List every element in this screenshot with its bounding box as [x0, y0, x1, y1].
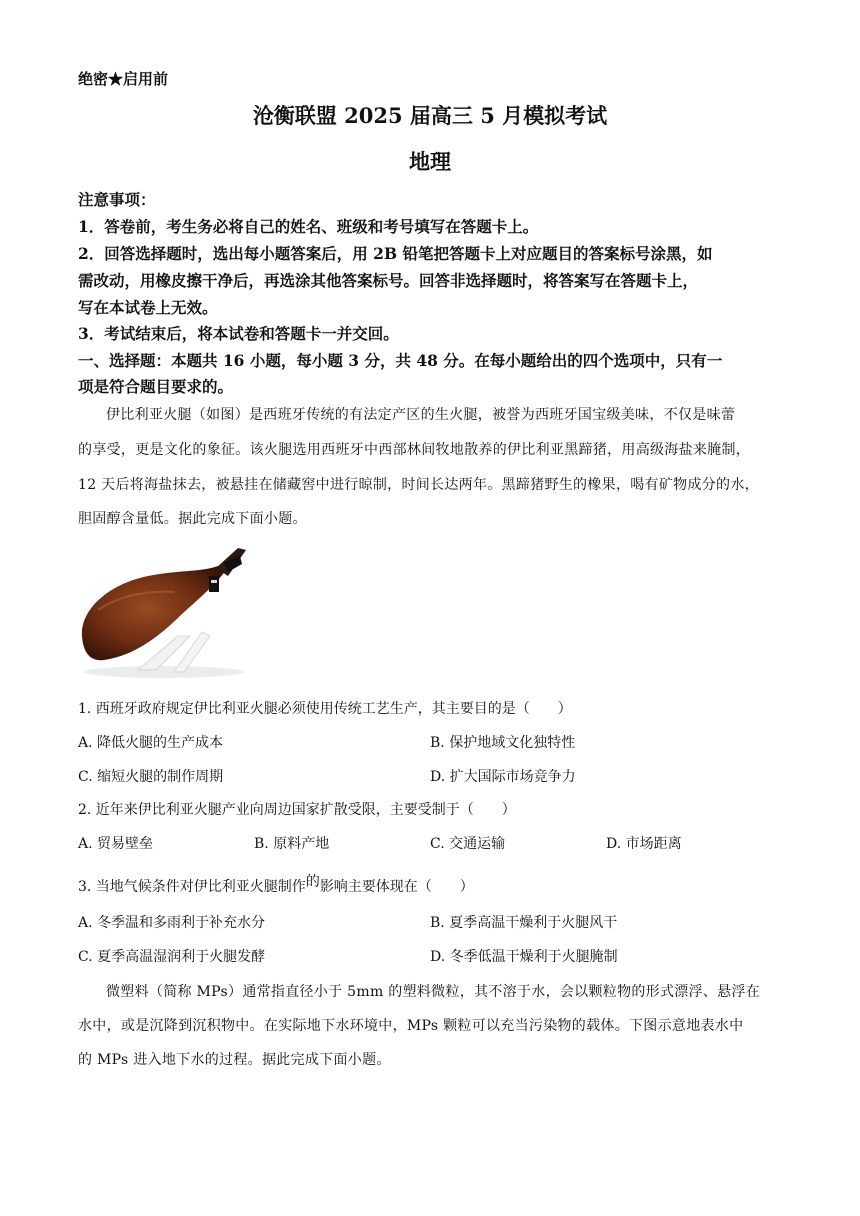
question-stem: 1. 西班牙政府规定伊比利亚火腿必须使用传统工艺生产，其主要目的是（ ） — [78, 701, 572, 717]
option-b: B. 保护地域文化独特性 — [430, 735, 576, 751]
option-d: D. 市场距离 — [606, 836, 682, 852]
exam-title: 沧衡联盟 2025 届高三 5 月模拟考试 — [252, 103, 608, 128]
stem-part: 3. 当地气候条件对伊比利亚火腿制作 — [78, 879, 306, 895]
option-c: C. 夏季高温湿润利于火腿发酵 — [78, 949, 266, 965]
notice-line: 需改动，用橡皮擦干净后，再选涂其他答案标号。回答非选择题时，将答案写在答题卡上， — [78, 271, 699, 290]
section-heading: 一、选择题：本题共 16 小题，每小题 3 分，共 48 分。在每小题给出的四个选项中，只有一 — [78, 351, 723, 370]
option-d: D. 冬季低温干燥利于火腿腌制 — [430, 949, 618, 965]
notice-line: 3．考试结束后，将本试卷和答题卡一并交回。 — [78, 324, 399, 343]
option-c: C. 缩短火腿的制作周期 — [78, 769, 224, 785]
passage-line: 水中，或是沉降到沉积物中。在实际地下水环境中，MPs 颗粒可以充当污染物的载体。下图示意地表水中 — [78, 1018, 744, 1034]
passage-line: 12 天后将海盐抹去，被悬挂在储藏窖中进行晾制，时间长达两年。黑蹄猪野生的橡果，喝有矿物成分的水， — [78, 477, 759, 493]
passage-line: 的 MPs 进入地下水的过程。据此完成下面小题。 — [78, 1052, 391, 1068]
stem-part: 影响主要体现在（ ） — [319, 879, 474, 895]
passage-line: 微塑料（简称 MPs）通常指直径小于 5mm 的塑料微粒，其不溶于水，会以颗粒物的形式漂浮、悬浮在 — [106, 984, 761, 1000]
notice-line: 2．回答选择题时，选出每小题答案后，用 2B 铅笔把答题卡上对应题目的答案标号涂黑，如 — [78, 244, 713, 263]
section-heading: 项是符合题目要求的。 — [78, 377, 234, 396]
option-b: B. 夏季高温干燥利于火腿风干 — [430, 915, 618, 931]
notice-line: 1．答卷前，考生务必将自己的姓名、班级和考号填写在答题卡上。 — [78, 217, 539, 236]
subject-title: 地理 — [409, 149, 451, 174]
notice-heading: 注意事项： — [78, 190, 156, 209]
question-stem — [78, 876, 474, 896]
confidential-label: 绝密★启用前 — [78, 70, 169, 88]
stem-part-raised: 的 — [305, 874, 320, 890]
passage-line: 的享受，更是文化的象征。该火腿选用西班牙中西部林间牧地散养的伊比利亚黑蹄猪，用高级海盐来腌制， — [78, 442, 751, 458]
option-b: B. 原料产地 — [254, 836, 330, 852]
iberian-ham-image — [78, 540, 254, 680]
option-a: A. 贸易壁垒 — [78, 836, 154, 852]
option-d: D. 扩大国际市场竞争力 — [430, 769, 576, 785]
question-stem: 2. 近年来伊比利亚火腿产业向周边国家扩散受限，主要受制于（ ） — [78, 802, 516, 818]
passage-line: 伊比利亚火腿（如图）是西班牙传统的有法定产区的生火腿，被誉为西班牙国宝级美味，不仅是味蕾 — [106, 407, 736, 423]
option-c: C. 交通运输 — [430, 836, 506, 852]
passage-line: 胆固醇含量低。据此完成下面小题。 — [78, 511, 307, 527]
option-a: A. 降低火腿的生产成本 — [78, 735, 224, 751]
notice-line: 写在本试卷上无效。 — [78, 298, 218, 317]
option-a: A. 冬季温和多雨利于补充水分 — [78, 915, 266, 931]
